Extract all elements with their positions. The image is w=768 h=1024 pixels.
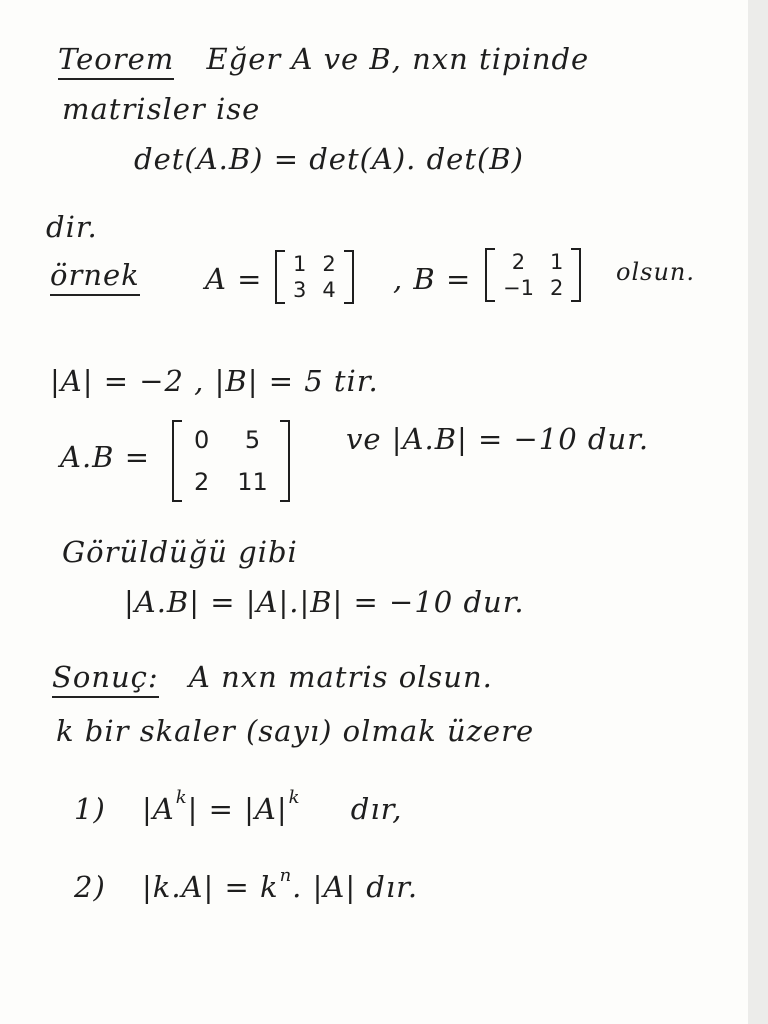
theorem-formula: det(A.B) = det(A). det(B): [134, 142, 524, 176]
matrix-a-cell: 4: [322, 278, 336, 302]
matrix-ab-cell: 2: [194, 468, 210, 496]
matrix-a-prefix: A =: [205, 262, 263, 296]
matrix-a-cell: 2: [322, 252, 336, 276]
item-1-end: dır,: [350, 792, 403, 826]
result-text-1: A nxn matris olsun.: [188, 660, 493, 694]
matrix-ab-cells: [182, 420, 280, 502]
example-label-line: [50, 258, 140, 292]
bracket-left: [485, 248, 495, 302]
observation-heading: Görüldüğü gibi: [62, 535, 298, 569]
theorem-line: [58, 42, 589, 76]
item-2-exponent: n: [279, 865, 293, 886]
example-suffix: olsun.: [616, 258, 695, 286]
item-number: 2): [74, 870, 106, 904]
theorem-text-1: Eğer A ve B, nxn tipinde: [206, 42, 590, 76]
item-2-rest: . |A| dır.: [292, 870, 419, 904]
result-text-2: k bir skaler (sayı) olmak üzere: [56, 714, 535, 748]
scan-edge: [748, 0, 768, 1024]
matrix-b: [485, 248, 581, 302]
theorem-text-2: matrisler ise: [62, 92, 261, 126]
product-prefix: A.B =: [60, 440, 150, 474]
matrix-a-cell: 1: [293, 252, 307, 276]
theorem-ending: dir.: [46, 210, 98, 244]
result-line: [52, 660, 493, 694]
matrix-b-cell: 2: [549, 276, 564, 300]
item-1-lhs: |A: [141, 792, 175, 826]
matrix-b-cell: 1: [549, 250, 564, 274]
matrix-ab: [172, 420, 290, 502]
result-item-1: [74, 787, 403, 826]
item-2-lhs: |k.A| = k: [141, 870, 279, 904]
result-item-2: [74, 865, 419, 904]
matrix-ab-cell: 5: [244, 426, 261, 454]
matrix-ab-cell: 11: [237, 468, 268, 496]
item-1-exponent-2: k: [288, 787, 301, 808]
determinants-line: |A| = −2 , |B| = 5 tir.: [50, 364, 379, 398]
bracket-left: [172, 420, 182, 502]
matrix-a-cells: [285, 250, 344, 304]
observation-formula: |A.B| = |A|.|B| = −10 dur.: [124, 585, 525, 619]
item-number: 1): [74, 792, 106, 826]
product-suffix: ve |A.B| = −10 dur.: [346, 422, 650, 456]
theorem-label: Teorem: [58, 42, 174, 80]
bracket-right: [571, 248, 581, 302]
example-label: örnek: [50, 258, 140, 296]
item-1-exponent: k: [175, 787, 188, 808]
matrix-b-prefix: , B =: [393, 262, 472, 296]
result-label: Sonuç:: [52, 660, 159, 698]
matrix-b-cell: −1: [503, 276, 534, 300]
bracket-right: [344, 250, 354, 304]
matrix-b-cells: [495, 248, 571, 302]
matrix-a: [275, 250, 354, 304]
bracket-left: [275, 250, 285, 304]
matrix-b-cell: 2: [511, 250, 526, 274]
matrix-ab-cell: 0: [194, 426, 210, 454]
matrix-a-cell: 3: [293, 278, 307, 302]
item-1-mid: | = |A|: [187, 792, 288, 826]
bracket-right: [280, 420, 290, 502]
